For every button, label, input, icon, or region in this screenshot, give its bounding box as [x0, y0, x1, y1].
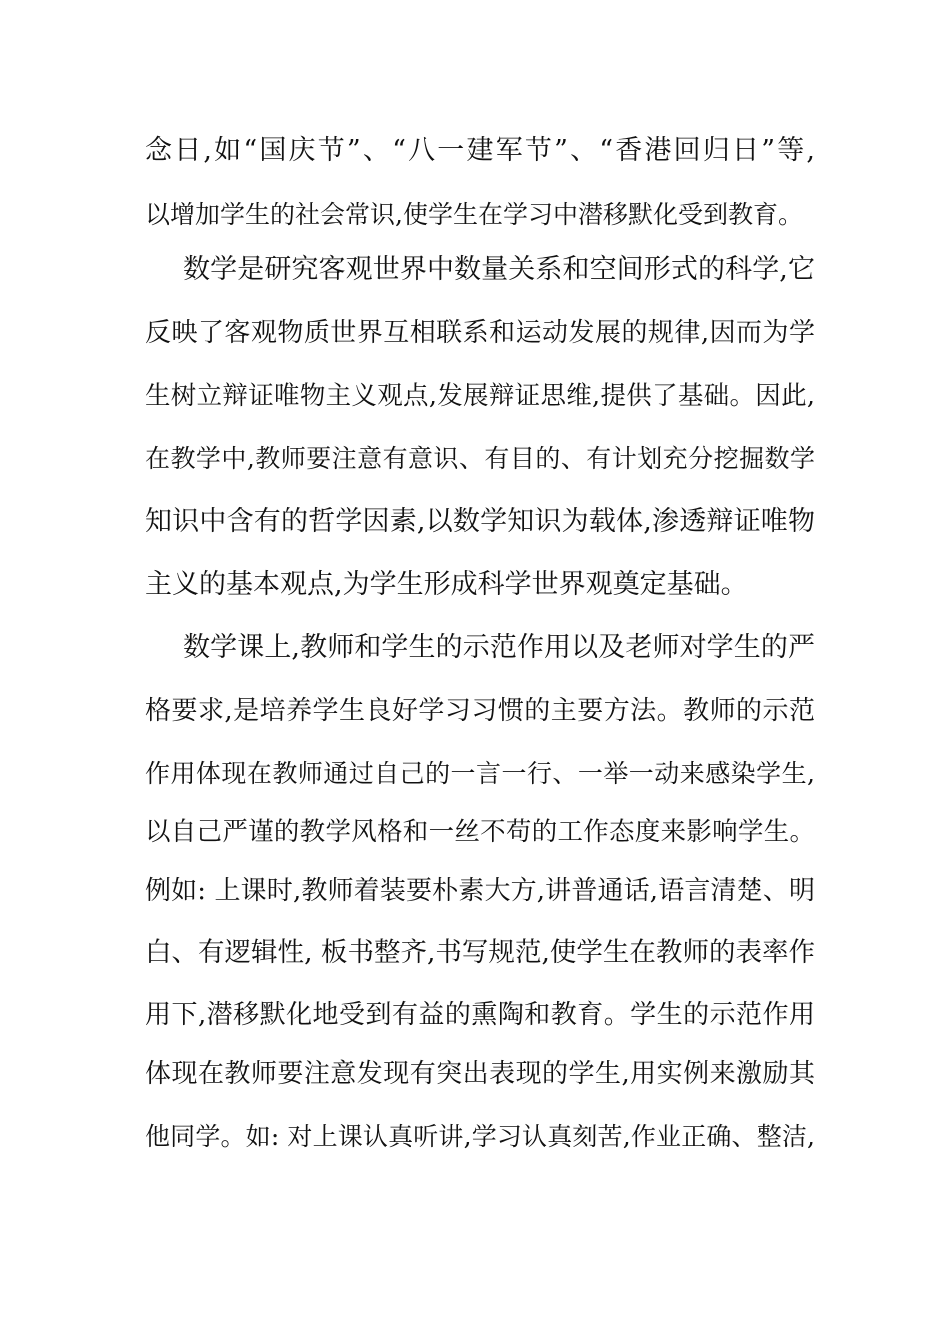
text-line: 他同学。如: 对上课认真听讲,学习认真刻苦,作业正确、整洁,	[145, 1122, 815, 1151]
paragraph-first-line: 数学是研究客观世界中数量关系和空间形式的科学,它	[183, 254, 815, 285]
text-line: 反映了客观物质世界互相联系和运动发展的规律,因而为学	[145, 318, 815, 348]
text-line: 例如: 上课时,教师着装要朴素大方,讲普通话,语言清楚、明	[145, 876, 815, 906]
paragraph-first-line: 数学课上,教师和学生的示范作用以及老师对学生的严	[183, 632, 815, 663]
text-line: 格要求,是培养学生良好学习习惯的主要方法。教师的示范	[145, 696, 815, 726]
text-line: 以增加学生的社会常识,使学生在学习中潜移默化受到教育。	[145, 200, 803, 229]
text-line: 作用体现在教师通过自己的一言一行、一举一动来感染学生,	[145, 759, 815, 788]
text-line: 在教学中,教师要注意有意识、有目的、有计划充分挖掘数学	[145, 444, 815, 473]
text-line: 主义的基本观点,为学生形成科学世界观奠定基础。	[145, 569, 748, 600]
text-line: 念日,如“国庆节”、“八一建军节”、“香港回归日”等,	[145, 135, 815, 166]
text-line: 体现在教师要注意发现有突出表现的学生,用实例来激励其	[145, 1059, 815, 1089]
text-line: 以自己严谨的教学风格和一丝不苟的工作态度来影响学生。	[145, 817, 815, 847]
text-line: 生树立辩证唯物主义观点,发展辩证思维,提供了基础。因此,	[145, 381, 815, 411]
text-line: 用下,潜移默化地受到有益的熏陶和教育。学生的示范作用	[145, 1000, 815, 1030]
text-line: 知识中含有的哲学因素,以数学知识为载体,渗透辩证唯物	[145, 506, 815, 537]
text-line: 白、有逻辑性, 板书整齐,书写规范,使学生在教师的表率作	[145, 937, 815, 968]
